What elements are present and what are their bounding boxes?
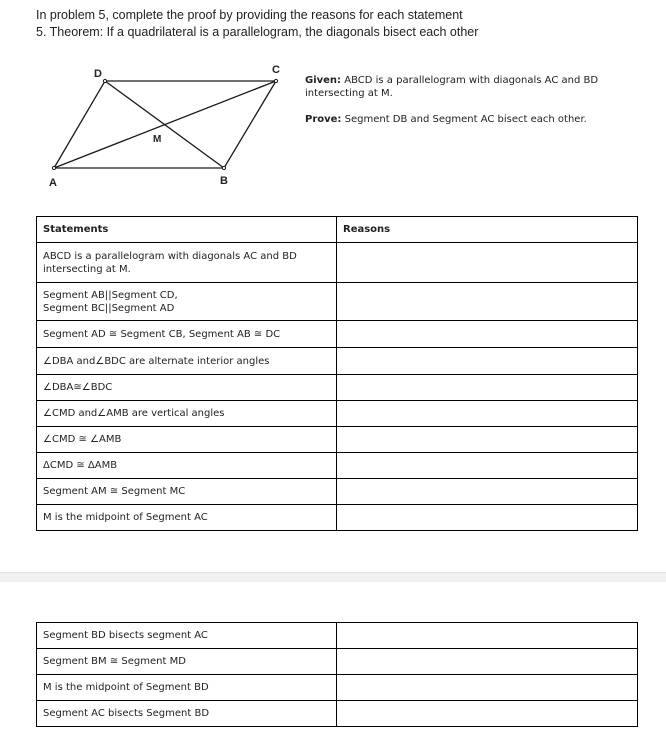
reason-cell[interactable] <box>337 375 638 401</box>
statement-line: intersecting at M. <box>43 263 131 275</box>
statement-cell: Segment BM ≅ Segment MD <box>37 649 337 675</box>
reason-cell[interactable] <box>337 283 638 321</box>
table-row <box>37 505 638 531</box>
table-row <box>37 401 638 427</box>
reason-cell[interactable] <box>337 321 638 348</box>
label-b: B <box>220 175 228 187</box>
reason-cell[interactable] <box>337 505 638 531</box>
reason-cell[interactable] <box>337 623 638 649</box>
statement-cell: Segment AM ≅ Segment MC <box>37 479 337 505</box>
statement-cell: M is the midpoint of Segment BD <box>37 675 337 701</box>
label-c: C <box>272 64 280 76</box>
diagonal-bd <box>105 81 224 168</box>
reason-cell[interactable] <box>337 243 638 283</box>
parallelogram-figure <box>40 60 290 190</box>
table-header-row <box>37 217 638 243</box>
statement-cell: Segment AC bisects Segment BD <box>37 701 337 727</box>
label-d: D <box>94 68 102 80</box>
page-separator <box>0 572 666 582</box>
statement-cell: Segment AD ≅ Segment CB, Segment AB ≅ DC <box>37 321 337 348</box>
proof-table-continued <box>36 622 638 727</box>
table-row <box>37 453 638 479</box>
table-row <box>37 701 638 727</box>
theorem-text: 5. Theorem: If a quadrilateral is a parallelogram, the diagonals bisect each other <box>36 25 479 39</box>
statement-cell <box>37 283 337 321</box>
table-row <box>37 283 638 321</box>
problem-header <box>36 7 478 41</box>
table-row <box>37 675 638 701</box>
statement-line: ABCD is a parallelogram with diagonals AC and BD <box>43 250 297 262</box>
reason-cell[interactable] <box>337 453 638 479</box>
vertex-a-point <box>52 166 55 169</box>
statement-line: Segment AB||Segment CD, <box>43 289 178 301</box>
table-row <box>37 243 638 283</box>
vertex-b-point <box>222 166 225 169</box>
instruction-text: In problem 5, complete the proof by providing the reasons for each statement <box>36 8 463 22</box>
vertex-c-point <box>274 79 277 82</box>
statement-line: Segment BC||Segment AD <box>43 302 175 314</box>
statement-cell <box>37 243 337 283</box>
given-statement <box>305 74 635 100</box>
statement-cell: ∠DBA≅∠BDC <box>37 375 337 401</box>
table-row <box>37 479 638 505</box>
reason-cell[interactable] <box>337 348 638 375</box>
vertex-d-point <box>103 79 106 82</box>
table-row <box>37 649 638 675</box>
reason-cell[interactable] <box>337 701 638 727</box>
label-m: M <box>153 134 162 145</box>
statement-cell: ΔCMD ≅ ΔAMB <box>37 453 337 479</box>
table-row <box>37 321 638 348</box>
reasons-header: Reasons <box>337 217 638 243</box>
prove-statement <box>305 113 635 126</box>
table-row <box>37 375 638 401</box>
prove-text: Segment DB and Segment AC bisect each other. <box>341 114 587 125</box>
label-a: A <box>49 177 57 189</box>
given-label: Given: <box>305 75 342 86</box>
statement-cell: Segment BD bisects segment AC <box>37 623 337 649</box>
table-row <box>37 348 638 375</box>
statement-cell: ∠DBA and∠BDC are alternate interior angles <box>37 348 337 375</box>
table-row <box>37 427 638 453</box>
table-row <box>37 623 638 649</box>
given-text: ABCD is a parallelogram with diagonals AC and BD intersecting at M. <box>305 75 599 99</box>
statement-cell: ∠CMD ≅ ∠AMB <box>37 427 337 453</box>
reason-cell[interactable] <box>337 675 638 701</box>
reason-cell[interactable] <box>337 479 638 505</box>
statements-header: Statements <box>37 217 337 243</box>
statement-cell: M is the midpoint of Segment AC <box>37 505 337 531</box>
statement-cell: ∠CMD and∠AMB are vertical angles <box>37 401 337 427</box>
proof-table <box>36 216 638 531</box>
reason-cell[interactable] <box>337 649 638 675</box>
reason-cell[interactable] <box>337 427 638 453</box>
reason-cell[interactable] <box>337 401 638 427</box>
prove-label: Prove: <box>305 114 342 125</box>
